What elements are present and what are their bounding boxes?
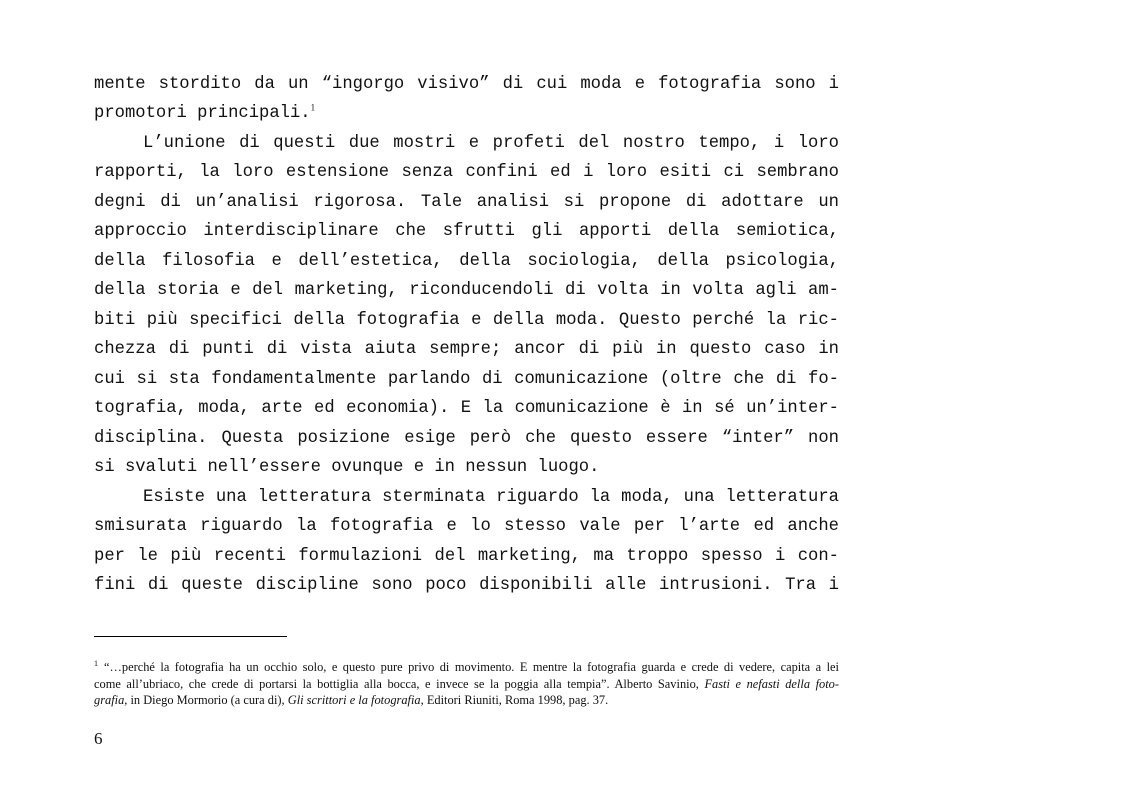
body-line-15: Esiste una letteratura sterminata riguardo la moda, una letteratura (143, 488, 839, 507)
body-line-8: della storia e del marketing, riconducendoli di volta in volta agli am- (94, 281, 839, 300)
body-line-9: biti più specifici della fotografia e della moda. Questo perché la ric- (94, 311, 839, 330)
footnote-line-3-text-a: , in Diego Mormorio (a cura di), (124, 693, 288, 707)
body-line-4: rapporti, la loro estensione senza confini ed i loro esiti ci sembrano (94, 163, 839, 182)
footnote-book-title-part1: Fasti e nefasti della foto- (704, 677, 839, 691)
footnote-line-1 (94, 659, 839, 675)
body-line-5: degni di un’analisi rigorosa. Tale analisi si propone di adottare un (94, 193, 839, 212)
body-line-17: per le più recenti formulazioni del marketing, ma troppo spesso i con- (94, 547, 839, 566)
footnote-line-2 (94, 676, 839, 692)
page-number: 6 (94, 729, 103, 748)
footnote-line-3-text-b: , Editori Riuniti, Roma 1998, pag. 37. (420, 693, 609, 707)
footnote-separator (94, 636, 287, 637)
body-line-11: cui si sta fondamentalmente parlando di comunicazione (oltre che di fo- (94, 370, 839, 389)
body-line-10: chezza di punti di vista aiuta sempre; ancor di più in questo caso in (94, 340, 839, 359)
footnote-book-title-part2: grafia (94, 693, 125, 707)
body-line-2-text: promotori principali. (94, 104, 311, 123)
footnote-line-3 (94, 692, 839, 708)
body-line-6: approccio interdisciplinare che sfrutti gli apporti della semiotica, (94, 222, 839, 241)
body-line-18: fini di queste discipline sono poco disponibili alle intrusioni. Tra i (94, 576, 839, 595)
footnote-reference: 1 (310, 102, 316, 113)
body-line-3: L’unione di questi due mostri e profeti del nostro tempo, i loro (143, 134, 839, 153)
footnote-collection-title: Gli scrittori e la fotografia (287, 693, 421, 707)
body-line-1: mente stordito da un “ingorgo visivo” di cui moda e fotografia sono i (94, 75, 839, 94)
body-line-13: disciplina. Questa posizione esige però che questo essere “inter” non (94, 429, 839, 448)
body-line-2 (94, 104, 839, 124)
body-line-12: tografia, moda, arte ed economia). E la comunicazione è in sé un’inter- (94, 399, 839, 418)
footnote-line-2-text: come all’ubriaco, che crede di portarsi la bottiglia alla bocca, e invece se la poggia alla tempia”. Alberto Savinio, (94, 677, 705, 691)
body-line-7: della filosofia e dell’estetica, della sociologia, della psicologia, (94, 252, 839, 271)
footnote-marker: 1 (94, 658, 98, 668)
body-line-14: si svaluti nell’essere ovunque e in nessun luogo. (94, 458, 600, 477)
footnote-line-1-text: “…perché la fotografia ha un occhio solo, e questo pure privo di movimento. E mentre la fotografia guarda e crede di vedere, capita a lei (104, 660, 839, 674)
body-line-16: smisurata riguardo la fotografia e lo stesso vale per l’arte ed anche (94, 517, 839, 536)
